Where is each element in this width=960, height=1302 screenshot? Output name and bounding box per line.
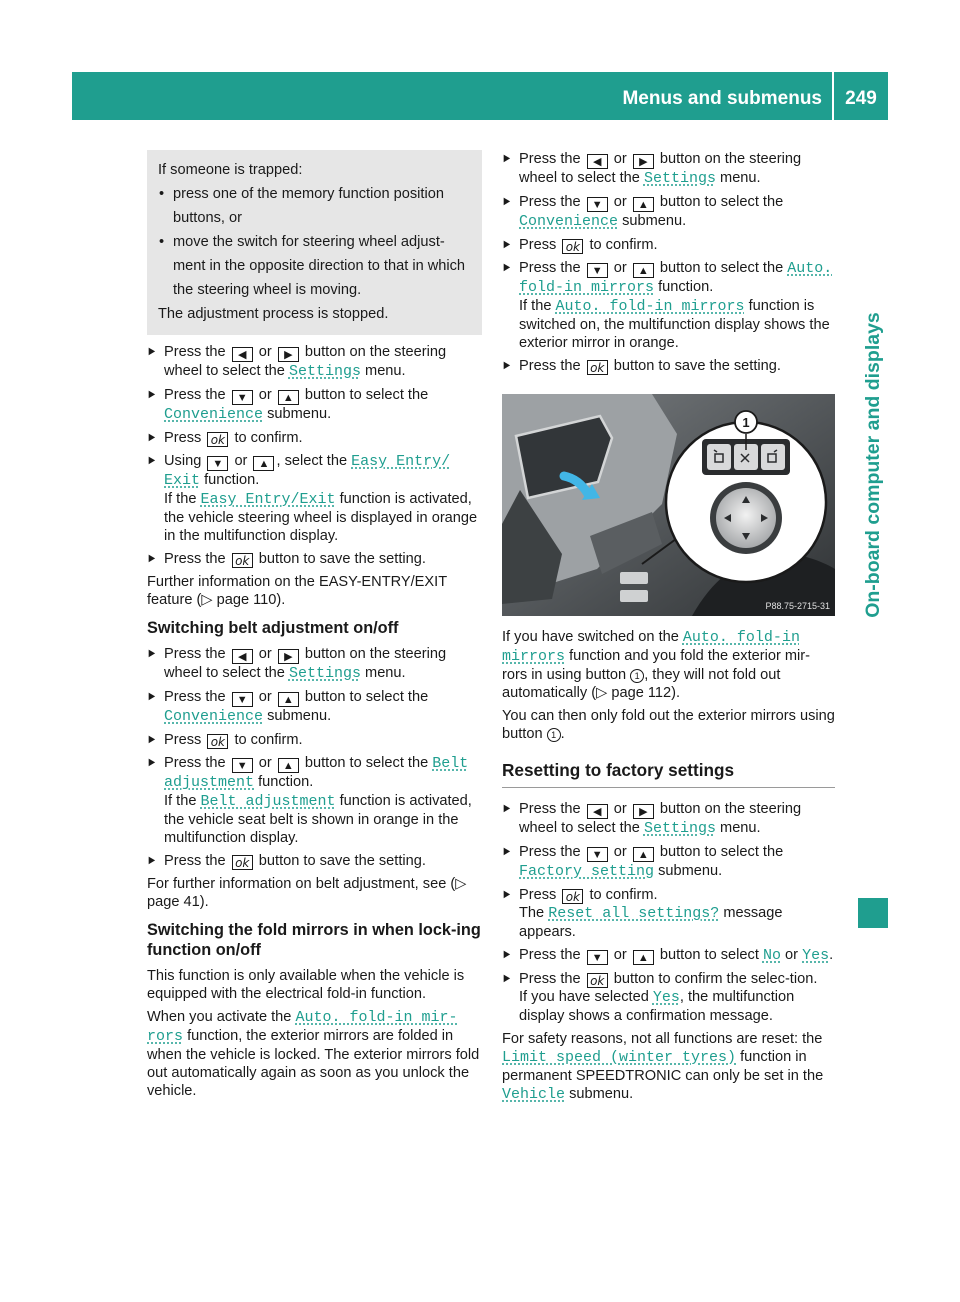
paragraph-text: , they will not fold out automatically (▷ page 112). bbox=[502, 667, 781, 701]
figure-code: P88.75-2715-31 bbox=[765, 601, 830, 611]
section-marker-block bbox=[858, 898, 888, 928]
step-text: If the bbox=[519, 298, 552, 314]
step-text: to confirm. bbox=[589, 237, 658, 253]
section-divider bbox=[502, 787, 835, 788]
instruction-step bbox=[147, 386, 482, 424]
step-text: to confirm. bbox=[234, 430, 303, 446]
display-text-easy-entry: Easy Entry/Exit bbox=[200, 491, 336, 508]
step-text: or bbox=[613, 947, 627, 963]
note-list bbox=[158, 182, 472, 302]
step-text: function. bbox=[204, 472, 260, 488]
instruction-step bbox=[147, 731, 482, 749]
display-text-auto-fold-in: Auto. fold-in mir-rors bbox=[147, 1009, 458, 1045]
instruction-step bbox=[502, 800, 835, 838]
section-tab-label: On-board computer and displays bbox=[862, 312, 885, 618]
instruction-step bbox=[502, 357, 835, 375]
step-text: function is activated, the vehicle seat belt is shown in orange in the multifunction display. bbox=[164, 793, 472, 846]
step-text: button on the steering wheel to select the bbox=[164, 646, 447, 681]
ok-key-icon: ok bbox=[207, 734, 228, 749]
step-text: Press the bbox=[519, 358, 581, 374]
down-key-icon: ▼ bbox=[587, 847, 608, 862]
step-text: Press bbox=[164, 430, 202, 446]
step-text: Press the bbox=[519, 260, 581, 276]
step-text: button to confirm the selec-tion. bbox=[613, 971, 818, 987]
step-text: button on the steering wheel to select the bbox=[519, 151, 802, 186]
button-1-icon: 1 bbox=[630, 669, 644, 683]
paragraph-text: If you have switched on the bbox=[502, 629, 679, 645]
button-1-icon: 1 bbox=[547, 728, 561, 742]
step-text: or bbox=[613, 151, 627, 167]
right-key-icon: ▶ bbox=[633, 804, 654, 819]
note-bullet: • move the switch for steering wheel adjust-ment in the opposite direction to that in which the steering wheel is moving. bbox=[158, 230, 472, 302]
display-text-vehicle: Vehicle bbox=[502, 1086, 566, 1103]
step-text: submenu. bbox=[622, 213, 687, 229]
step-text: button to select the bbox=[304, 755, 429, 771]
down-key-icon: ▼ bbox=[232, 758, 253, 773]
step-text: Press bbox=[519, 237, 557, 253]
ok-key-icon: ok bbox=[587, 360, 608, 375]
step-text: button to select bbox=[659, 947, 759, 963]
step-text: or bbox=[613, 801, 627, 817]
step-text: or bbox=[613, 260, 627, 276]
step-text: If the bbox=[164, 793, 197, 809]
down-key-icon: ▼ bbox=[587, 197, 608, 212]
display-text-limit-speed: Limit speed (winter tyres) bbox=[502, 1049, 737, 1066]
display-text-convenience: Convenience bbox=[164, 406, 264, 423]
display-text-auto-fold-in: Auto. fold-in mirrors bbox=[555, 298, 745, 315]
paragraph-text: function, the exterior mirrors are folded in when the vehicle is locked. The exterior mirrors fold out automatically again as soon as you unlock the vehicle. bbox=[147, 1028, 480, 1099]
up-key-icon: ▲ bbox=[633, 197, 654, 212]
step-text: or bbox=[258, 387, 272, 403]
step-text: or bbox=[613, 844, 627, 860]
display-text-settings: Settings bbox=[643, 820, 716, 837]
step-text: Press the bbox=[164, 853, 226, 869]
step-text: or bbox=[234, 453, 248, 469]
paragraph-text: function in permanent SPEEDTRONIC can only be set in the bbox=[502, 1049, 824, 1084]
section-heading: Switching the fold mirrors in when lock-ing function on/off bbox=[147, 921, 481, 959]
step-text: Press the bbox=[519, 844, 581, 860]
note-outro: The adjustment process is stopped. bbox=[158, 306, 389, 322]
instruction-step bbox=[147, 550, 482, 568]
instruction-step bbox=[147, 852, 482, 870]
paragraph: For further information on belt adjustment, see (▷ page 41). bbox=[147, 876, 467, 910]
paragraph bbox=[502, 1030, 835, 1104]
step-text: button to select the bbox=[659, 194, 784, 210]
step-text: function. bbox=[258, 774, 314, 790]
step-text: menu. bbox=[720, 170, 761, 186]
step-text: submenu. bbox=[267, 708, 332, 724]
paragraph-text: You can then only fold out the exterior mirrors using button bbox=[502, 708, 835, 742]
display-text-belt-adjustment: Belt adjustment bbox=[200, 793, 336, 810]
display-text-yes: Yes bbox=[802, 947, 830, 964]
down-key-icon: ▼ bbox=[207, 456, 228, 471]
step-text: Press the bbox=[164, 755, 226, 771]
down-key-icon: ▼ bbox=[232, 692, 253, 707]
step-text: , select the bbox=[276, 453, 348, 469]
step-text: button on the steering wheel to select the bbox=[519, 801, 802, 836]
display-text-factory-setting: Factory setting bbox=[519, 863, 655, 880]
down-key-icon: ▼ bbox=[232, 390, 253, 405]
up-key-icon: ▲ bbox=[278, 692, 299, 707]
step-text: function. bbox=[658, 279, 714, 295]
step-text: If the bbox=[164, 491, 197, 507]
up-key-icon: ▲ bbox=[633, 950, 654, 965]
display-text-auto-fold-in: Auto. fold-in mirrors bbox=[502, 629, 800, 665]
paragraph bbox=[502, 707, 835, 743]
step-text: button to select the bbox=[659, 260, 784, 276]
step-text: Using bbox=[164, 453, 202, 469]
step-text: button to select the bbox=[304, 387, 429, 403]
step-text: button to save the setting. bbox=[258, 551, 426, 567]
step-text: message appears. bbox=[519, 905, 783, 940]
display-text-convenience: Convenience bbox=[519, 213, 619, 230]
step-text: to confirm. bbox=[234, 732, 303, 748]
instruction-step bbox=[502, 259, 835, 352]
left-key-icon: ◀ bbox=[587, 804, 608, 819]
up-key-icon: ▲ bbox=[253, 456, 274, 471]
step-text: Press the bbox=[164, 387, 226, 403]
instruction-step bbox=[147, 429, 482, 447]
display-text-no: No bbox=[762, 947, 781, 964]
display-text-convenience: Convenience bbox=[164, 708, 264, 725]
step-text: button to save the setting. bbox=[613, 358, 781, 374]
door-panel-illustration bbox=[502, 394, 835, 616]
step-text: The bbox=[519, 905, 545, 921]
display-text-settings: Settings bbox=[288, 665, 361, 682]
up-key-icon: ▲ bbox=[633, 847, 654, 862]
step-text: Press bbox=[519, 887, 557, 903]
display-text-settings: Settings bbox=[643, 170, 716, 187]
display-text-yes: Yes bbox=[652, 989, 680, 1006]
step-text: button to select the bbox=[304, 689, 429, 705]
paragraph bbox=[502, 628, 835, 702]
instruction-step bbox=[147, 754, 482, 847]
step-text: button to select the bbox=[659, 844, 784, 860]
down-key-icon: ▼ bbox=[587, 263, 608, 278]
right-column bbox=[502, 150, 835, 1109]
instruction-step bbox=[502, 843, 835, 881]
ok-key-icon: ok bbox=[562, 239, 583, 254]
step-text: submenu. bbox=[658, 863, 723, 879]
ok-key-icon: ok bbox=[562, 889, 583, 904]
paragraph-text: . bbox=[560, 726, 565, 742]
step-text: Press the bbox=[519, 947, 581, 963]
step-text: submenu. bbox=[267, 406, 332, 422]
step-text: , the multifunction display shows a confirmation message. bbox=[519, 989, 795, 1024]
display-text-belt-adjustment: Belt adjustment bbox=[164, 755, 469, 791]
step-text: Press the bbox=[519, 151, 581, 167]
instruction-step bbox=[147, 688, 482, 726]
instruction-step bbox=[147, 645, 482, 683]
step-text: or bbox=[258, 646, 272, 662]
up-key-icon: ▲ bbox=[633, 263, 654, 278]
step-text: If you have selected bbox=[519, 989, 649, 1005]
left-column bbox=[147, 150, 482, 1105]
section-heading: Resetting to factory settings bbox=[502, 760, 735, 780]
step-text: or bbox=[258, 755, 272, 771]
instruction-step bbox=[147, 343, 482, 381]
right-key-icon: ▶ bbox=[633, 154, 654, 169]
display-text-reset-all: Reset all settings? bbox=[548, 905, 720, 922]
paragraph: This function is only available when the vehicle is equipped with the electrical fold-in function. bbox=[147, 968, 465, 1002]
step-text: menu. bbox=[720, 820, 761, 836]
step-text: button on the steering wheel to select the bbox=[164, 344, 447, 379]
paragraph-text: submenu. bbox=[569, 1086, 634, 1102]
step-text: function is activated, the vehicle steering wheel is displayed in orange in the multifunction display. bbox=[164, 491, 478, 544]
step-text: Press the bbox=[519, 971, 581, 987]
step-text: Press the bbox=[164, 646, 226, 662]
instruction-step bbox=[502, 886, 835, 941]
step-text: Press the bbox=[519, 801, 581, 817]
display-text-easy-entry: Easy Entry/ Exit bbox=[164, 453, 451, 489]
step-text: Press the bbox=[164, 689, 226, 705]
up-key-icon: ▲ bbox=[278, 390, 299, 405]
ok-key-icon: ok bbox=[232, 855, 253, 870]
step-text: to confirm. bbox=[589, 887, 658, 903]
step-text: Press the bbox=[519, 194, 581, 210]
step-text: . bbox=[829, 947, 834, 963]
step-text: Press the bbox=[164, 551, 226, 567]
instruction-step bbox=[502, 236, 835, 254]
paragraph-text: For safety reasons, not all functions are reset: the bbox=[502, 1031, 823, 1047]
left-key-icon: ◀ bbox=[232, 347, 253, 362]
display-text-auto-fold-in: Auto. fold-in mirrors bbox=[519, 260, 833, 296]
step-text: or bbox=[258, 689, 272, 705]
page-header-title: Menus and submenus bbox=[622, 88, 822, 109]
instruction-step bbox=[502, 150, 835, 188]
step-text: menu. bbox=[365, 665, 406, 681]
instruction-step bbox=[502, 193, 835, 231]
step-text: or bbox=[258, 344, 272, 360]
step-text: menu. bbox=[365, 363, 406, 379]
up-key-icon: ▲ bbox=[278, 758, 299, 773]
note-bullet: • press one of the memory function position buttons, or bbox=[158, 182, 472, 230]
section-side-tab bbox=[858, 120, 888, 810]
down-key-icon: ▼ bbox=[587, 950, 608, 965]
right-key-icon: ▶ bbox=[278, 347, 299, 362]
note-intro: If someone is trapped: bbox=[158, 162, 303, 178]
instruction-step bbox=[502, 970, 835, 1025]
paragraph-text: When you activate the bbox=[147, 1009, 292, 1025]
step-text: button to save the setting. bbox=[258, 853, 426, 869]
right-key-icon: ▶ bbox=[278, 649, 299, 664]
callout-label: 1 bbox=[742, 415, 750, 430]
page-number: 249 bbox=[845, 88, 877, 109]
ok-key-icon: ok bbox=[207, 432, 228, 447]
step-text: Press the bbox=[164, 344, 226, 360]
trapped-note-box bbox=[147, 150, 482, 335]
ok-key-icon: ok bbox=[232, 553, 253, 568]
paragraph: Further information on the EASY-ENTRY/EXIT feature (▷ page 110). bbox=[147, 574, 447, 608]
instruction-step bbox=[147, 452, 482, 545]
step-text: Press bbox=[164, 732, 202, 748]
ok-key-icon: ok bbox=[587, 973, 608, 988]
step-text: function is switched on, the multifunction display shows the exterior mirror in orange. bbox=[519, 298, 830, 351]
door-panel-photo bbox=[502, 394, 835, 616]
left-key-icon: ◀ bbox=[232, 649, 253, 664]
header-divider bbox=[832, 72, 834, 120]
paragraph bbox=[147, 1008, 482, 1100]
instruction-step bbox=[502, 946, 835, 965]
display-text-settings: Settings bbox=[288, 363, 361, 380]
step-text: or bbox=[785, 947, 798, 963]
step-text: or bbox=[613, 194, 627, 210]
paragraph-text: function and you fold the exterior mir-rors in using button bbox=[502, 648, 810, 683]
left-key-icon: ◀ bbox=[587, 154, 608, 169]
section-heading: Switching belt adjustment on/off bbox=[147, 619, 399, 637]
